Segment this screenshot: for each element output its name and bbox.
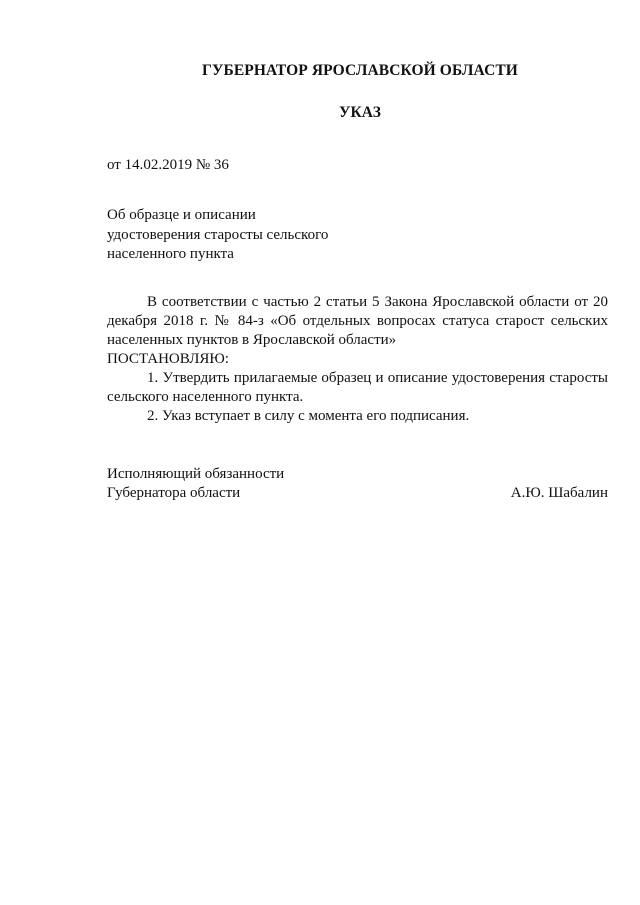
- resolution-item-1: 1. Утвердить прилагаемые образец и описание удостоверения старосты сельского населенного пункта.: [107, 370, 608, 405]
- document-type-heading: УКАЗ: [338, 104, 381, 121]
- date-and-number: от 14.02.2019 № 36: [107, 157, 229, 173]
- resolve-keyword: ПОСТАНОВЛЯЮ:: [107, 351, 229, 367]
- signer-position-line-2: Губернатора области: [107, 485, 241, 501]
- document-body: [107, 293, 608, 426]
- subject-line-1: Об образце и описании: [107, 207, 256, 223]
- signature-block: [107, 465, 608, 503]
- signer-position-line-1: Исполняющий обязанности: [107, 466, 285, 482]
- subject-line-2: удостоверения старосты сельского: [107, 226, 329, 243]
- subject-line-3: населенного пункта: [107, 246, 234, 262]
- resolution-item-2: 2. Указ вступает в силу с момента его подписания.: [147, 408, 470, 424]
- document-subject: [107, 206, 328, 265]
- preamble-paragraph: В соответствии с частью 2 статьи 5 Закона Ярославской области от 20 декабря 2018 г. № 84-з «Об отдельных вопросах статуса старост сельских населенных пунктов в Ярославской области»: [107, 294, 608, 348]
- signer-name: А.Ю. Шабалин: [510, 485, 608, 501]
- issuing-authority-heading: ГУБЕРНАТОР ЯРОСЛАВСКОЙ ОБЛАСТИ: [202, 62, 518, 79]
